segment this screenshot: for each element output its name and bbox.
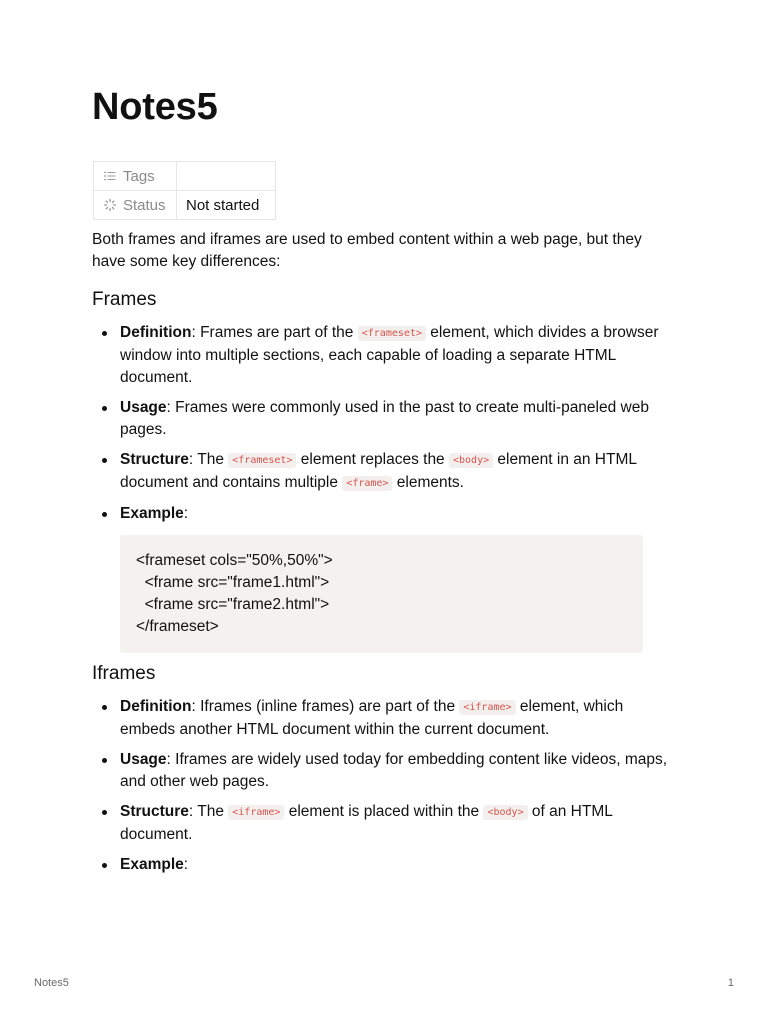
inline-code: <iframe> — [459, 700, 515, 715]
list-item — [92, 749, 678, 793]
inline-code: <body> — [449, 453, 493, 468]
property-row-status[interactable] — [94, 191, 276, 220]
text-span: : The — [188, 451, 229, 468]
term-definition: Definition — [120, 324, 192, 341]
property-key-status — [94, 191, 177, 220]
text-span: element is placed within the — [284, 803, 484, 820]
list-item — [92, 854, 678, 876]
term-example: Example — [120, 505, 184, 522]
list-icon — [103, 169, 117, 183]
inline-code: <frameset> — [228, 453, 296, 468]
property-row-tags[interactable] — [94, 162, 276, 191]
frames-list — [92, 322, 678, 661]
inline-code: <frameset> — [358, 326, 426, 341]
term-example: Example — [120, 856, 184, 873]
code-block[interactable]: <frameset cols="50%,50%"> <frame src="frame1.html"> <frame src="frame2.html"> </frameset> — [120, 535, 643, 653]
text-span: elements. — [392, 474, 464, 491]
list-item — [92, 449, 678, 495]
text-span: : Frames were commonly used in the past to create multi-paneled web pages. — [120, 399, 649, 438]
property-label-tags: Tags — [123, 167, 155, 185]
page-title: Notes5 — [92, 86, 218, 128]
text-span: : The — [188, 803, 229, 820]
text-span: : — [183, 856, 189, 873]
text-span: : Iframes are widely used today for embedding content like videos, maps, and other web pages. — [120, 751, 668, 790]
term-definition: Definition — [120, 698, 192, 715]
list-item — [92, 322, 678, 389]
page-number: 1 — [727, 977, 734, 989]
text-span: element, which embeds another HTML document within the current document. — [120, 698, 624, 738]
list-item — [92, 503, 678, 653]
list-item — [92, 397, 678, 441]
text-span: of an HTML document. — [120, 803, 613, 843]
list-item — [92, 801, 678, 846]
inline-code: <frame> — [342, 476, 392, 491]
term-usage: Usage — [120, 751, 167, 768]
text-span: : — [183, 505, 189, 522]
inline-code: <body> — [483, 805, 527, 820]
list-item — [92, 696, 678, 741]
property-label-status: Status — [123, 196, 166, 214]
property-key-tags — [94, 162, 177, 191]
text-span: : Iframes (inline frames) are part of the — [191, 698, 460, 715]
property-value-status[interactable]: Not started — [177, 191, 276, 220]
intro-paragraph: Both frames and iframes are used to embed content within a web page, but they have some key differences: — [92, 231, 642, 270]
term-structure: Structure — [120, 451, 189, 468]
iframes-list — [92, 696, 678, 884]
properties-table — [93, 161, 276, 220]
text-span: element replaces the — [296, 451, 449, 468]
term-structure: Structure — [120, 803, 189, 820]
term-usage: Usage — [120, 399, 167, 416]
heading-iframes: Iframes — [92, 663, 156, 684]
loading-spinner-icon — [103, 198, 117, 212]
property-value-tags[interactable] — [177, 162, 276, 191]
text-span: element, which divides a browser window into multiple sections, each capable of loading a separate HTML document. — [120, 324, 659, 386]
text-span: : Frames are part of the — [191, 324, 358, 341]
text-span: element in an HTML document and contains multiple — [120, 451, 637, 491]
footer-title: Notes5 — [34, 977, 69, 989]
inline-code: <iframe> — [228, 805, 284, 820]
heading-frames: Frames — [92, 289, 157, 310]
